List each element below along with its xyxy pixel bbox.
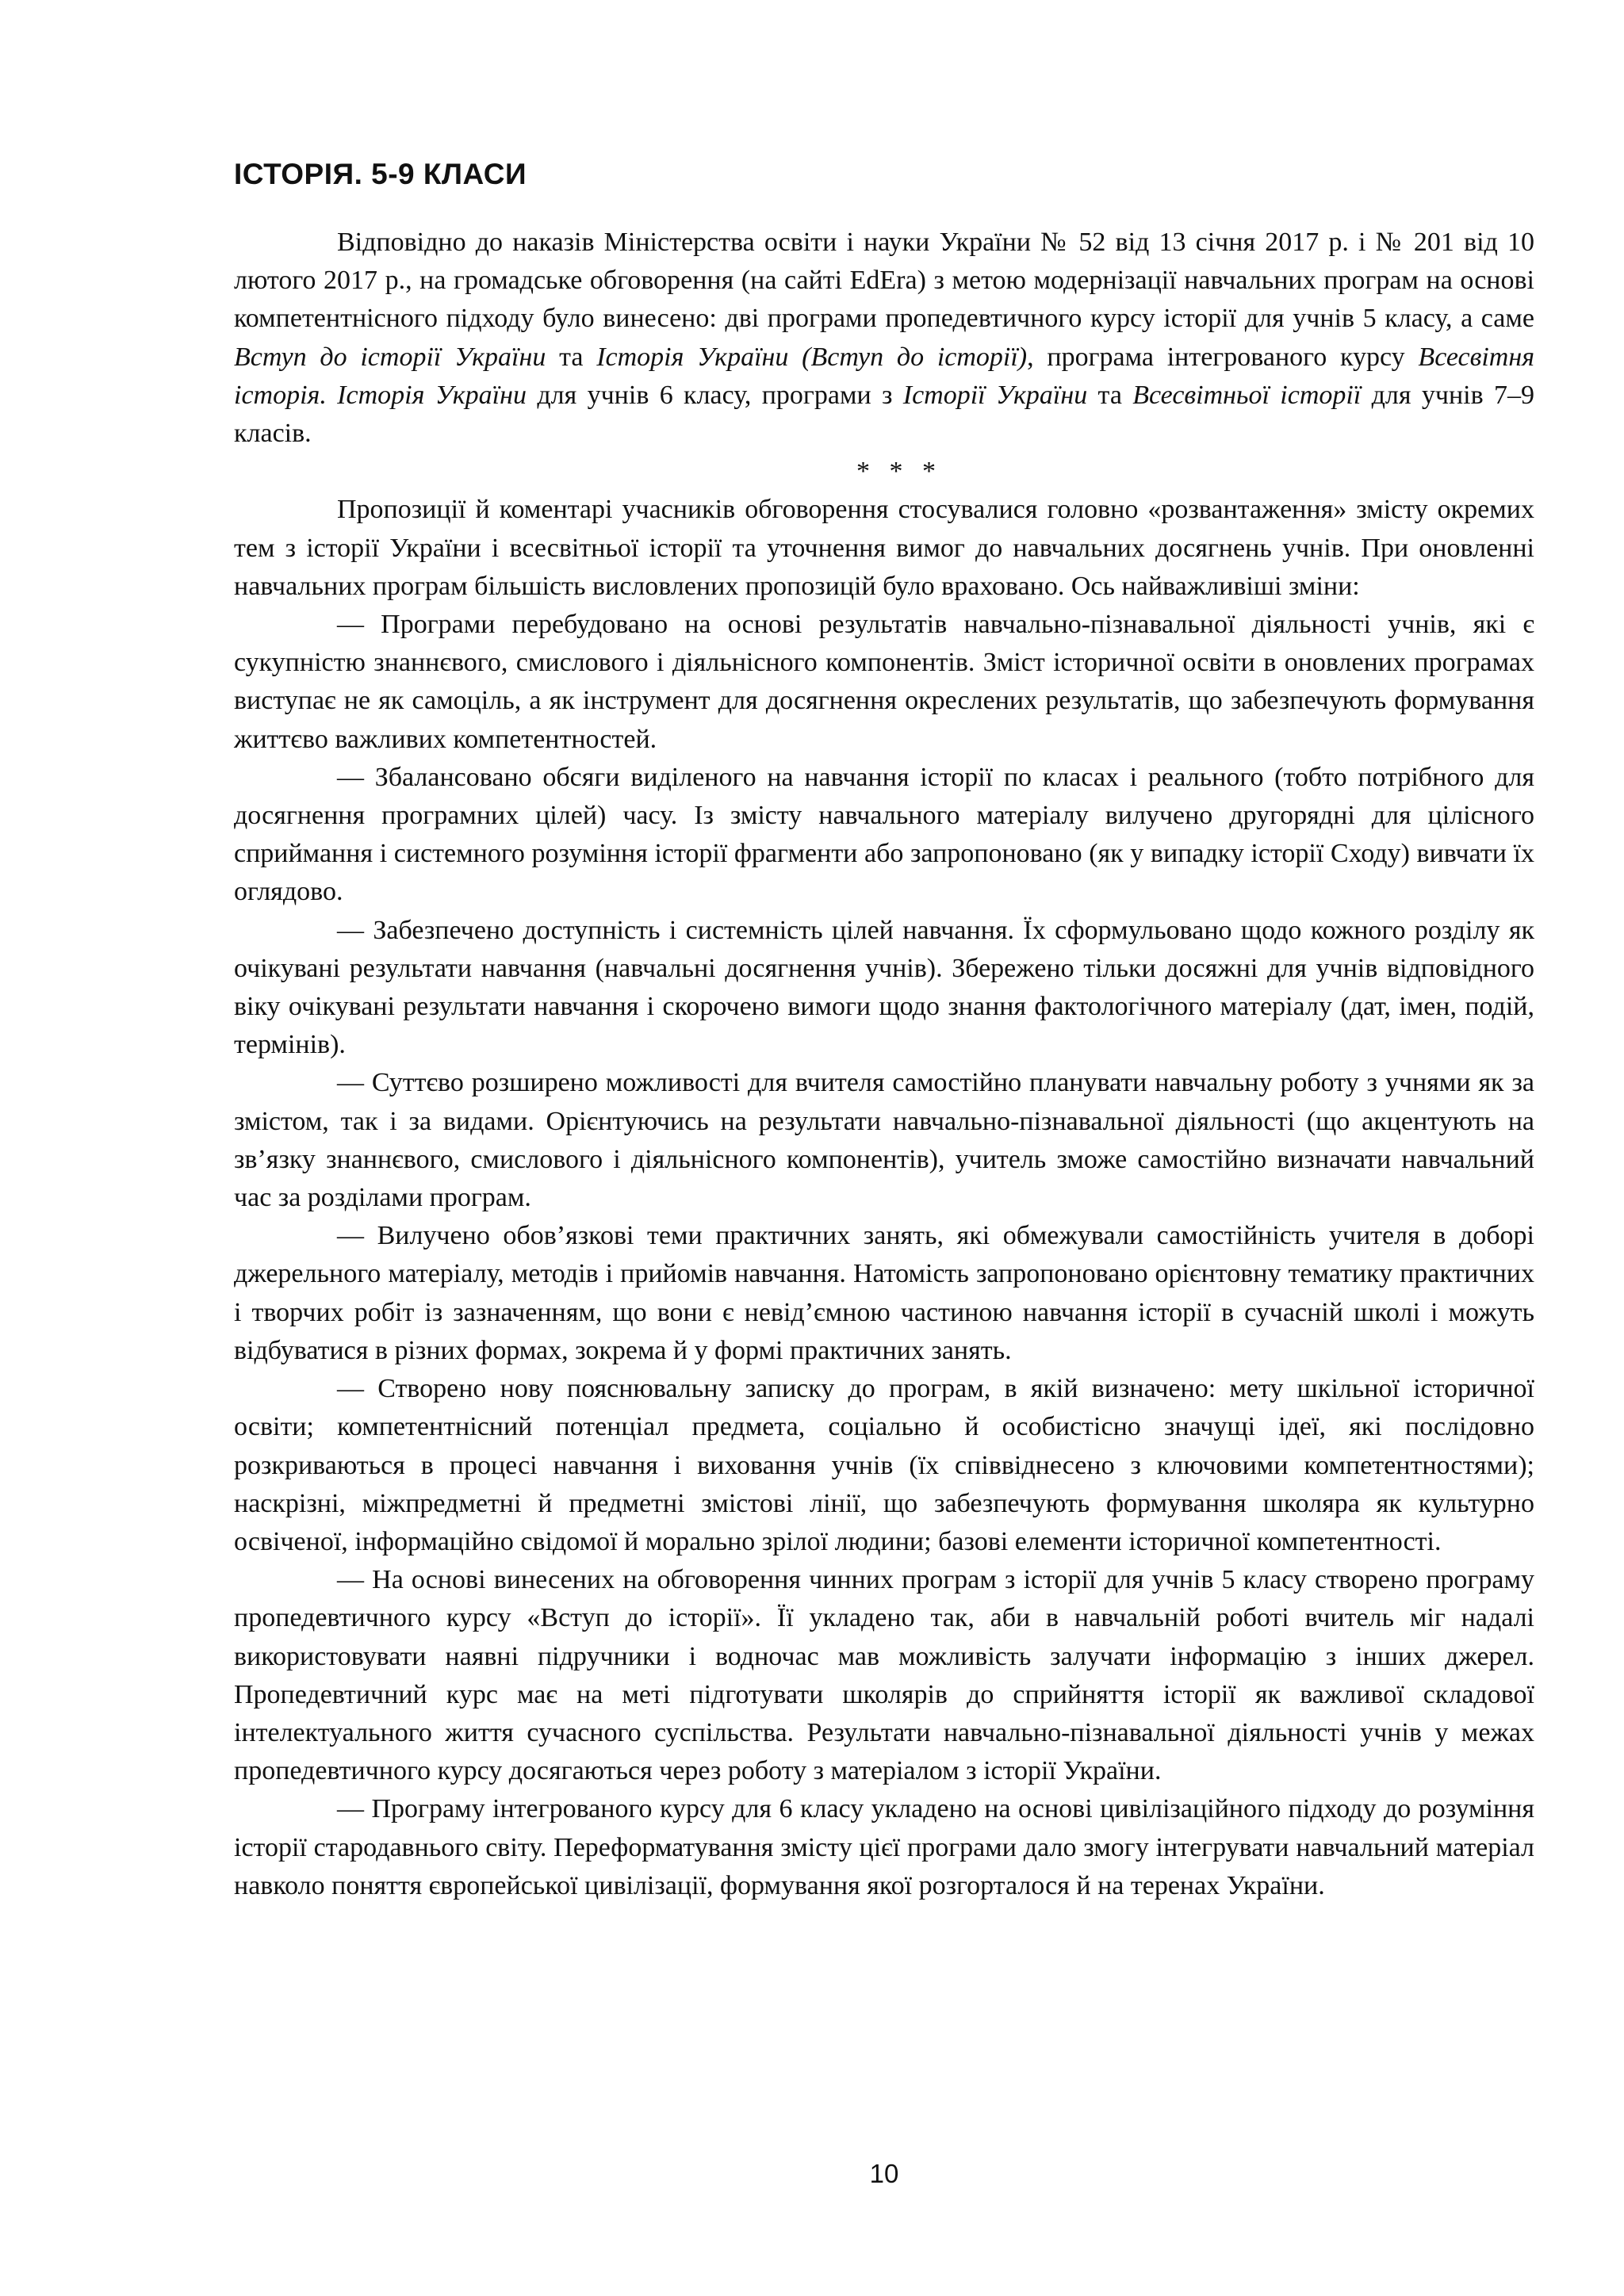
section-separator: * * * [856, 457, 942, 487]
body-paragraph: — Суттєво розширено можливості для вчителя самостійно планувати навчальну роботу з учнями як за змістом, так і за видами. Орієнтуючись на результати навчально-пізнавальної діяльності (що акцентують на зв’язку знаннєвого, смислового і діяльнісного компонентів), учитель зможе самостійно визначати навчальний час за розділами програм. [234, 1068, 1534, 1213]
body-paragraph: — Забезпечено доступність і системність цілей навчання. Їх сформульовано щодо кожного розділу як очікувані результати навчання (навчальні досягнення учнів). Збережено тільки досяжні для учнів відповідного віку очікувані результати навчання і скорочено вимоги щодо знання фактологічного матеріалу (дат, імен, подій, термінів). [234, 915, 1534, 1060]
page-number: 10 [869, 2159, 899, 2188]
intro-text: для учнів 7–9 класів. [234, 380, 1534, 449]
body-paragraph: — Створено нову пояснювальну записку до програм, в якій визначено: мету шкільної історичної освіти; компетентнісний потенціал предмета, соціально й особистісно значущі ідеї, які послідовно розкриваються в процесі навчання і виховання учнів (їх співвіднесено з ключовими компетентностями); наскрізні, міжпредметні й предметні змістові лінії, що забезпечують формування школяра як культурно освіченої, інформаційно свідомої й морально зрілої людини; базові елементи історичної компетентності. [234, 1374, 1534, 1556]
body-paragraph: — На основі винесених на обговорення чинних програм з історії для учнів 5 класу створено програму пропедевтичного курсу «Вступ до історії». Її укладено так, аби в навчальній роботі вчитель міг надалі використовувати наявні підручники і водночас мав можливість залучати інформацію з інших джерел. Пропедевтичний курс має на меті підготувати школярів до сприйняття історії як важливої складової інтелектуального життя сучасного суспільства. Результати навчально-пізнавальної діяльності учнів у межах пропедевтичного курсу досягаються через роботу з матеріалом з історії України. [234, 1565, 1534, 1786]
course-title: Історії України [902, 380, 1088, 410]
body-paragraph: — Програми перебудовано на основі результатів навчально-пізнавальної діяльності учнів, які є сукупністю знаннєвого, смислового і діяльнісного компонентів. Зміст історичної освіти в оновлених програмах виступає не як самоціль, а як інструмент для досягнення окреслених результатів, що забезпечують формування життєво важливих компетентностей. [234, 610, 1534, 754]
course-title: Вступ до історії України [234, 342, 546, 372]
body-paragraph: — Вилучено обов’язкові теми практичних занять, які обмежували самостійність учителя в доборі джерельного матеріалу, методів і прийомів навчання. Натомість запропоновано орієнтовну тематику практичних і творчих робіт із зазначенням, що вони є невід’ємною частиною навчання історії в сучасній школі і можуть відбуватися в різних формах, зокрема й у формі практичних занять. [234, 1221, 1534, 1365]
document-page [234, 0, 1534, 2296]
course-title: Всесвітня історія. Історія України [234, 342, 1534, 410]
intro-text: та [546, 342, 597, 372]
intro-text: Відповідно до наказів Міністерства освіти і науки України № 52 від 13 січня 2017 р. і № 201 від 10 лютого 2017 р., на громадське обговорення (на сайті EdEra) з метою модернізації навчальних програм на основі компетентнісного підходу було винесено: дві програми пропедевтичного курсу історії для учнів 5 класу, а саме [234, 228, 1534, 334]
course-title: Всесвітньої історії [1132, 380, 1362, 410]
intro-text: та [1087, 380, 1133, 410]
course-title: Історія України (Вступ до історії) [596, 342, 1028, 372]
intro-text: , програма інтегрованого курсу [1027, 342, 1419, 372]
intro-paragraph [234, 224, 1534, 453]
body-paragraph: Пропозиції й коментарі учасників обговорення стосувалися головно «розвантаження» змісту окремих тем з історії України і всесвітньої історії та уточнення вимог до навчальних досягнень учнів. При оновленні навчальних програм більшість висловлених пропозицій було враховано. Ось найважливіші зміни: [234, 495, 1534, 601]
body-paragraph: — Програму інтегрованого курсу для 6 класу укладено на основі цивілізаційного підходу до розуміння історії стародавнього світу. Переформатування змісту цієї програми дало змогу інтегрувати навчальний матеріал навколо поняття європейської цивілізації, формування якої розгорталося й на теренах України. [234, 1794, 1534, 1900]
body-paragraph: — Збалансовано обсяги виділеного на навчання історії по класах і реального (тобто потрібного для досягнення програмних цілей) часу. Із змісту навчального матеріалу вилучено другорядні для цілісного сприймання і системного розуміння історії фрагменти або запропоновано (як у випадку історії Сходу) вивчати їх оглядово. [234, 762, 1534, 907]
page-heading: ІСТОРІЯ. 5-9 КЛАСИ [234, 158, 527, 190]
document-body [234, 224, 1534, 1905]
intro-text: для учнів 6 класу, програми з [527, 380, 903, 410]
